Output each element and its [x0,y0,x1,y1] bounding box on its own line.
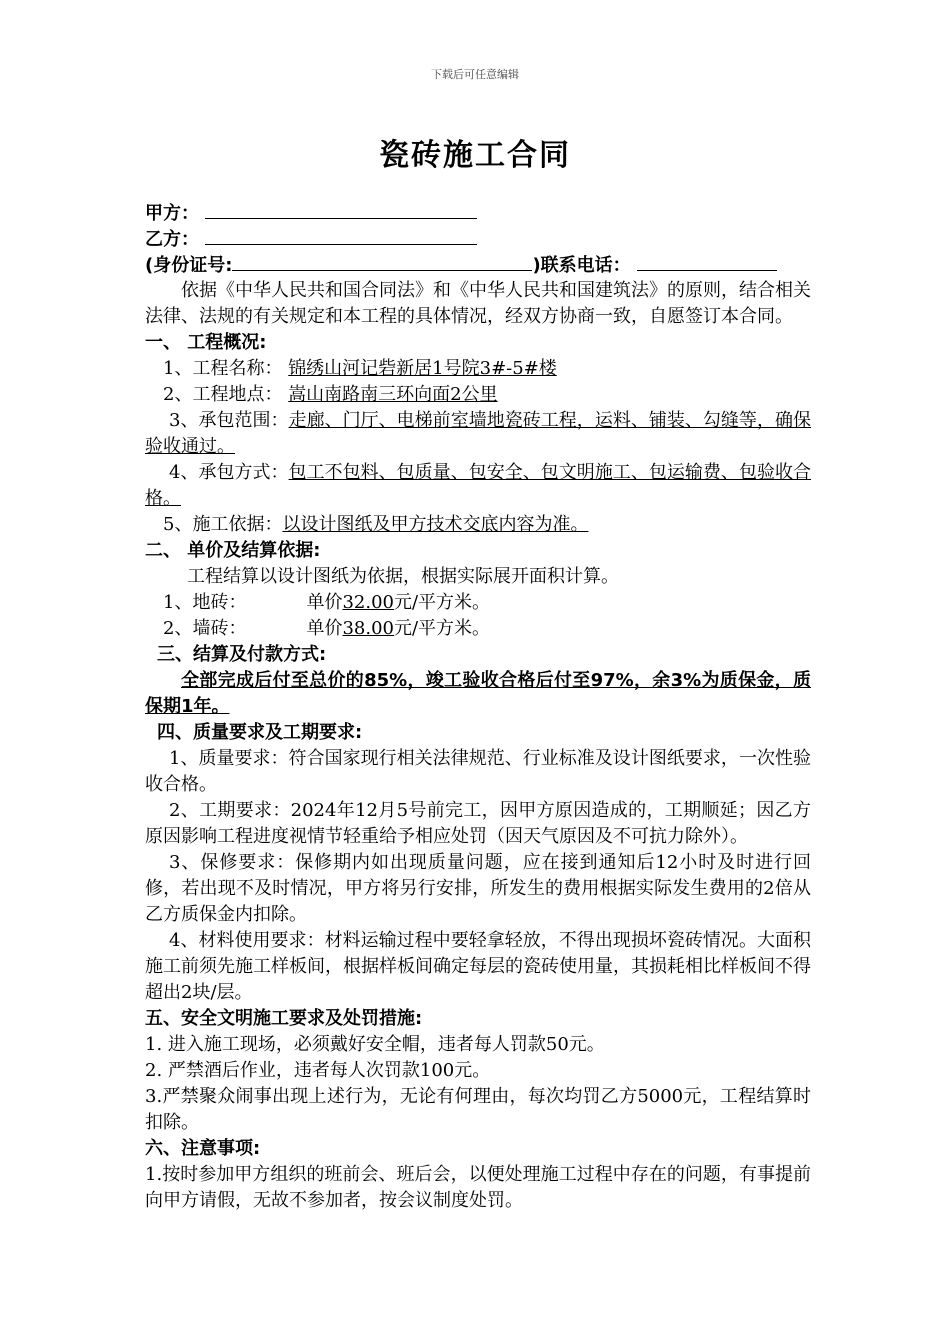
id-phone-line [145,252,811,278]
project-site-label: 2、工程地点： [163,384,283,405]
mode-line [145,460,811,512]
wall-price-unit: 元/平方米。 [393,618,491,639]
header-note: 下载后可任意编辑 [431,68,519,81]
schedule-requirement: 2、工期要求：2024年12月5号前完工，因甲方原因造成的，工期顺延；因乙方原因影响工程进度视情节轻重给予相应处罚（因天气原因及不可抗力除外）。 [145,800,811,847]
basis-line [145,512,811,538]
wall-tile-line [145,616,811,642]
contract-body [145,200,811,1214]
project-name-value: 锦绣山河记砦新居1号院3#-5#楼 [288,358,557,379]
safety-rule-1: 1. 进入施工现场，必须戴好安全帽，违者每人罚款50元。 [145,1034,605,1055]
settlement-text: 工程结算以设计图纸为依据，根据实际展开面积计算。 [187,566,619,587]
floor-tile-line [145,590,811,616]
document-title: 瓷砖施工合同 [379,138,571,173]
party-b-line [145,226,811,252]
section-2-heading: 二、 单价及结算依据: [145,540,321,561]
intro-paragraph: 依据《中华人民共和国合同法》和《中华人民共和国建筑法》的原则，结合相关法律、法规的有关规定和本工程的具体情况，经双方协商一致，自愿签订本合同。 [145,280,811,327]
scope-label: 3、承包范围： [169,410,289,431]
section-1-heading: 一、 工程概况: [145,332,267,353]
party-b-blank[interactable] [205,226,477,245]
scope-line [145,408,811,460]
mode-label: 4、承包方式： [169,462,289,483]
wall-price-prefix: 单价 [306,618,343,639]
scope-value: 走廊、门厅、电梯前室墙地瓷砖工程，运料、铺装、勾缝等，确保验收通过。 [145,410,811,457]
party-a-label: 甲方： [145,203,199,224]
floor-price-prefix: 单价 [306,592,343,613]
basis-value: 以设计图纸及甲方技术交底内容为准。 [282,514,589,535]
section-5-heading: 五、安全文明施工要求及处罚措施: [145,1008,423,1029]
project-name-label: 1、工程名称： [163,358,283,379]
safety-rule-2: 2. 严禁酒后作业，违者每人次罚款100元。 [145,1060,491,1081]
safety-rule-3: 3.严禁聚众闹事出现上述行为，无论有何理由，每次均罚乙方5000元，工程结算时扣除。 [145,1086,811,1133]
project-site-value: 嵩山南路南三环向面2公里 [288,384,498,405]
mode-value: 包工不包料、包质量、包安全、包文明施工、包运输费、包验收合格。 [145,462,811,509]
project-name-line [145,356,811,382]
party-a-line [145,200,811,226]
phone-label: )联系电话： [532,255,631,276]
id-label: (身份证号: [145,255,233,276]
payment-terms-text: 全部完成后付至总价的85%，竣工验收合格后付至97%，余3%为质保金，质保期1年。 [145,670,811,717]
party-b-label: 乙方： [145,229,199,250]
section-3-heading: 三、结算及付款方式: [157,644,327,665]
quality-requirement: 1、质量要求：符合国家现行相关法律规范、行业标准及设计图纸要求，一次性验收合格。 [145,748,811,795]
floor-price-value: 32.00 [342,592,394,613]
section-4-heading: 四、质量要求及工期要求: [157,722,363,743]
warranty-requirement: 3、保修要求：保修期内如出现质量问题，应在接到通知后12小时及时进行回修，若出现不及时情况，甲方将另行安排，所发生的费用根据实际发生费用的2倍从乙方质保金内扣除。 [145,852,811,925]
notice-1: 1.按时参加甲方组织的班前会、班后会，以便处理施工过程中存在的问题，有事提前向甲方请假，无故不参加者，按会议制度处罚。 [145,1164,811,1211]
section-6-heading: 六、注意事项: [145,1138,261,1159]
phone-blank[interactable] [637,252,777,271]
payment-terms [145,668,811,720]
floor-tile-label: 1、地砖： [163,592,247,613]
floor-price-unit: 元/平方米。 [393,592,491,613]
basis-label: 5、施工依据： [163,514,283,535]
party-a-blank[interactable] [205,200,477,219]
project-site-line [145,382,811,408]
wall-tile-label: 2、墙砖： [163,618,247,639]
material-requirement: 4、材料使用要求：材料运输过程中要轻拿轻放，不得出现损坏瓷砖情况。大面积施工前须先施工样板间，根据样板间确定每层的瓷砖使用量，其损耗相比样板间不得超出2块/层。 [145,930,811,1003]
wall-price-value: 38.00 [342,618,394,639]
id-number-blank[interactable] [232,252,532,271]
